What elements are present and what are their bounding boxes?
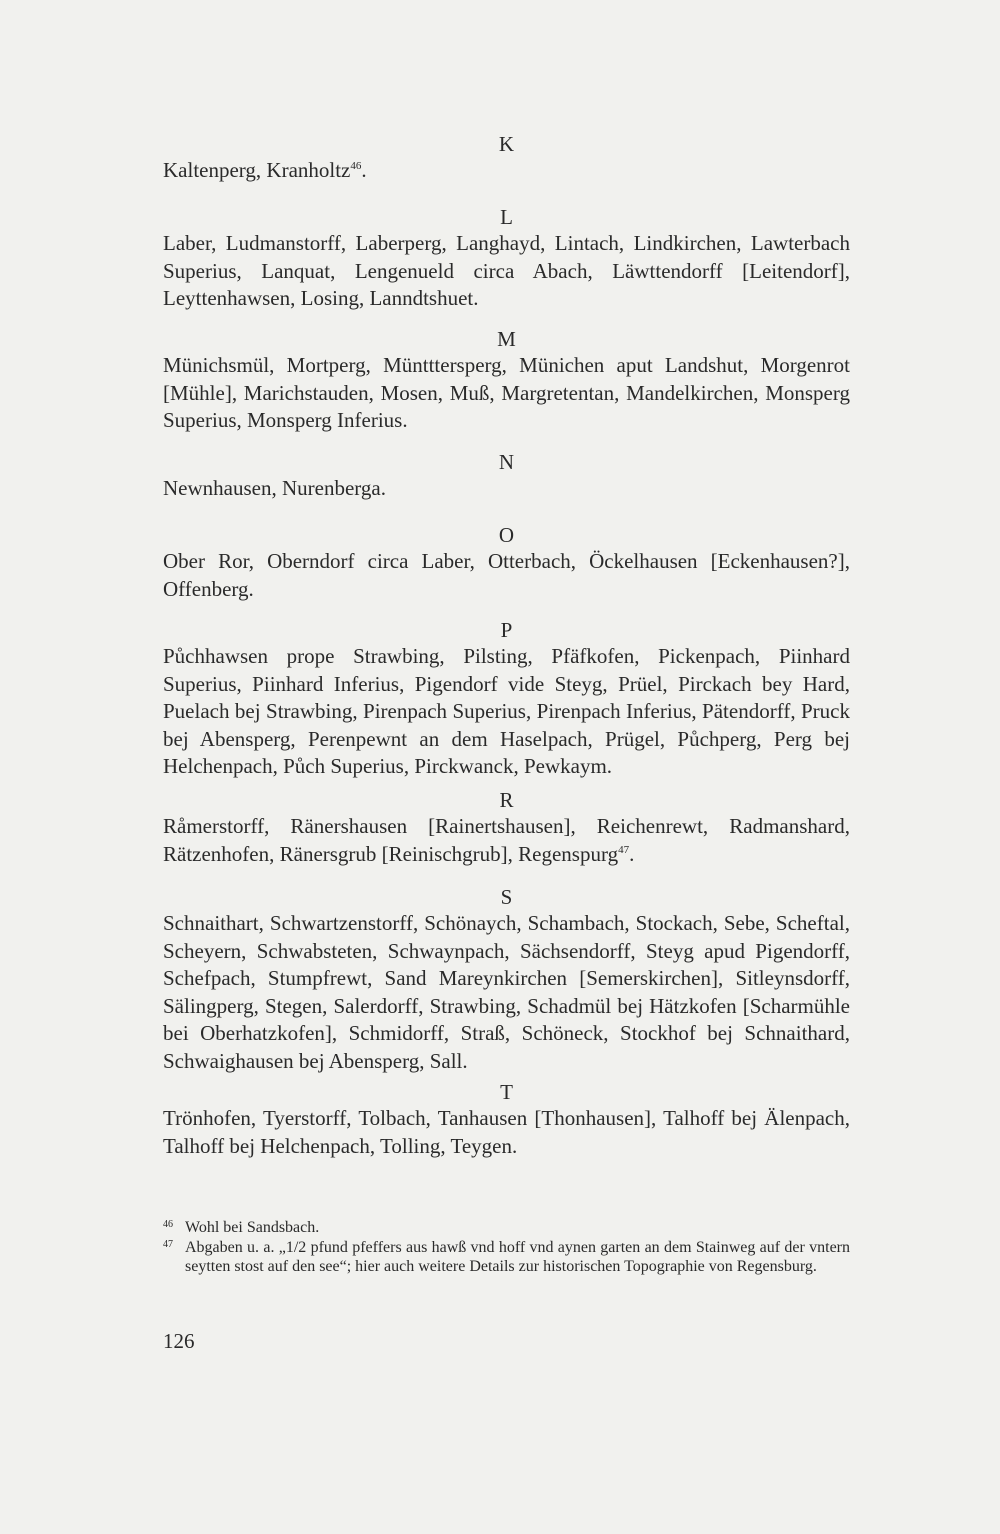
section-letter: S	[500, 885, 513, 909]
footnote-46	[163, 1218, 850, 1238]
page-number: 126	[163, 1329, 195, 1353]
section-letter: L	[500, 205, 513, 229]
section-r	[163, 787, 850, 868]
footnote-number: 46	[163, 1219, 173, 1230]
section-t	[163, 1079, 850, 1160]
section-n	[163, 449, 850, 503]
footnote-ref-46: 46	[350, 160, 362, 172]
section-entries: Münichsmül, Mortperg, Müntttersperg, Münichen aput Landshut, Morgenrot [Mühle], Marichstauden, Mosen, Muß, Margretentan, Mandelkirchen, Monsperg Superius, Monsperg Inferius.	[163, 353, 850, 433]
section-p	[163, 617, 850, 781]
footnote-text: Wohl bei Sandsbach.	[185, 1219, 320, 1236]
section-l	[163, 204, 850, 313]
section-letter: N	[498, 450, 515, 474]
section-s	[163, 884, 850, 1076]
section-letter: O	[498, 523, 515, 547]
section-letter: P	[500, 618, 513, 642]
section-entries: Laber, Ludmanstorff, Laberperg, Langhayd, Lintach, Lindkirchen, Lawterbach Superius, Lanquat, Lengenueld circa Abach, Läwttendorff [Leitendorf], Leyttenhawsen, Losing, Lanndtshuet.	[163, 231, 850, 311]
section-m	[163, 326, 850, 435]
footnote-47	[163, 1238, 850, 1277]
section-entries: Newnhausen, Nurenberga.	[163, 476, 386, 500]
footnote-ref-47: 47	[618, 843, 630, 856]
section-letter: T	[500, 1080, 513, 1104]
footnotes	[163, 1218, 850, 1277]
section-letter: K	[498, 132, 515, 156]
section-letter: M	[497, 327, 516, 351]
footnote-text: Abgaben u. a. „1/2 pfund pfeffers aus hawß vnd hoff vnd aynen garten an dem Stainweg auf der vntern seytten stost auf den see“; hier auch weitere Details zur historischen Topographie von Regensburg.	[185, 1238, 850, 1275]
section-entries: Kaltenperg, Kranholtz$^{46}$.	[163, 158, 367, 182]
footnote-number: 47	[163, 1238, 173, 1250]
section-entries: Půchhawsen prope Strawbing, Pilsting, Pfäfkofen, Pickenpach, Piinhard Superius, Piinhard Inferius, Pigendorf vide Steyg, Prüel, Pirckach bey Hard, Puelach bej Strawbing, Pirenpach Superius, Pirenpach Inferius, Pätendorff, Pruck bej Abensperg, Perenpewnt an dem Haselpach, Prügel, Půchperg, Perg bej Helchenpach, Půch Superius, Pirckwanck, Pewkaym.	[163, 644, 850, 779]
section-letter: R	[499, 788, 514, 812]
section-entries: Råmerstorff, Ränershausen [Rainertshausen], Reichenrewt, Radmanshard, Rätzenhofen, Ränersgrub [Reinischgrub], Regenspurg$^{47}$.	[163, 814, 850, 866]
section-o	[163, 522, 850, 603]
section-entries: Ober Ror, Oberndorf circa Laber, Otterbach, Öckelhausen [Eckenhausen?], Offenberg.	[163, 549, 850, 601]
section-k	[163, 131, 850, 185]
section-entries: Trönhofen, Tyerstorff, Tolbach, Tanhausen [Thonhausen], Talhoff bej Älenpach, Talhoff bej Helchenpach, Tolling, Teygen.	[163, 1106, 850, 1158]
section-entries: Schnaithart, Schwartzenstorff, Schönaych, Schambach, Stockach, Sebe, Scheftal, Scheyern, Schwabsteten, Schwaynpach, Sächsendorff, Steyg apud Pigendorff, Schefpach, Stumpfrewt, Sand Mareynkirchen [Semerskirchen], Sitleynsdorff, Sälingperg, Stegen, Salerdorff, Strawbing, Schadmül bej Hätzkofen [Scharmühle bei Oberhatzkofen], Schmidorff, Straß, Schöneck, Stockhof bej Schnaithard, Schwaighausen bej Abensperg, Sall.	[163, 911, 850, 1073]
